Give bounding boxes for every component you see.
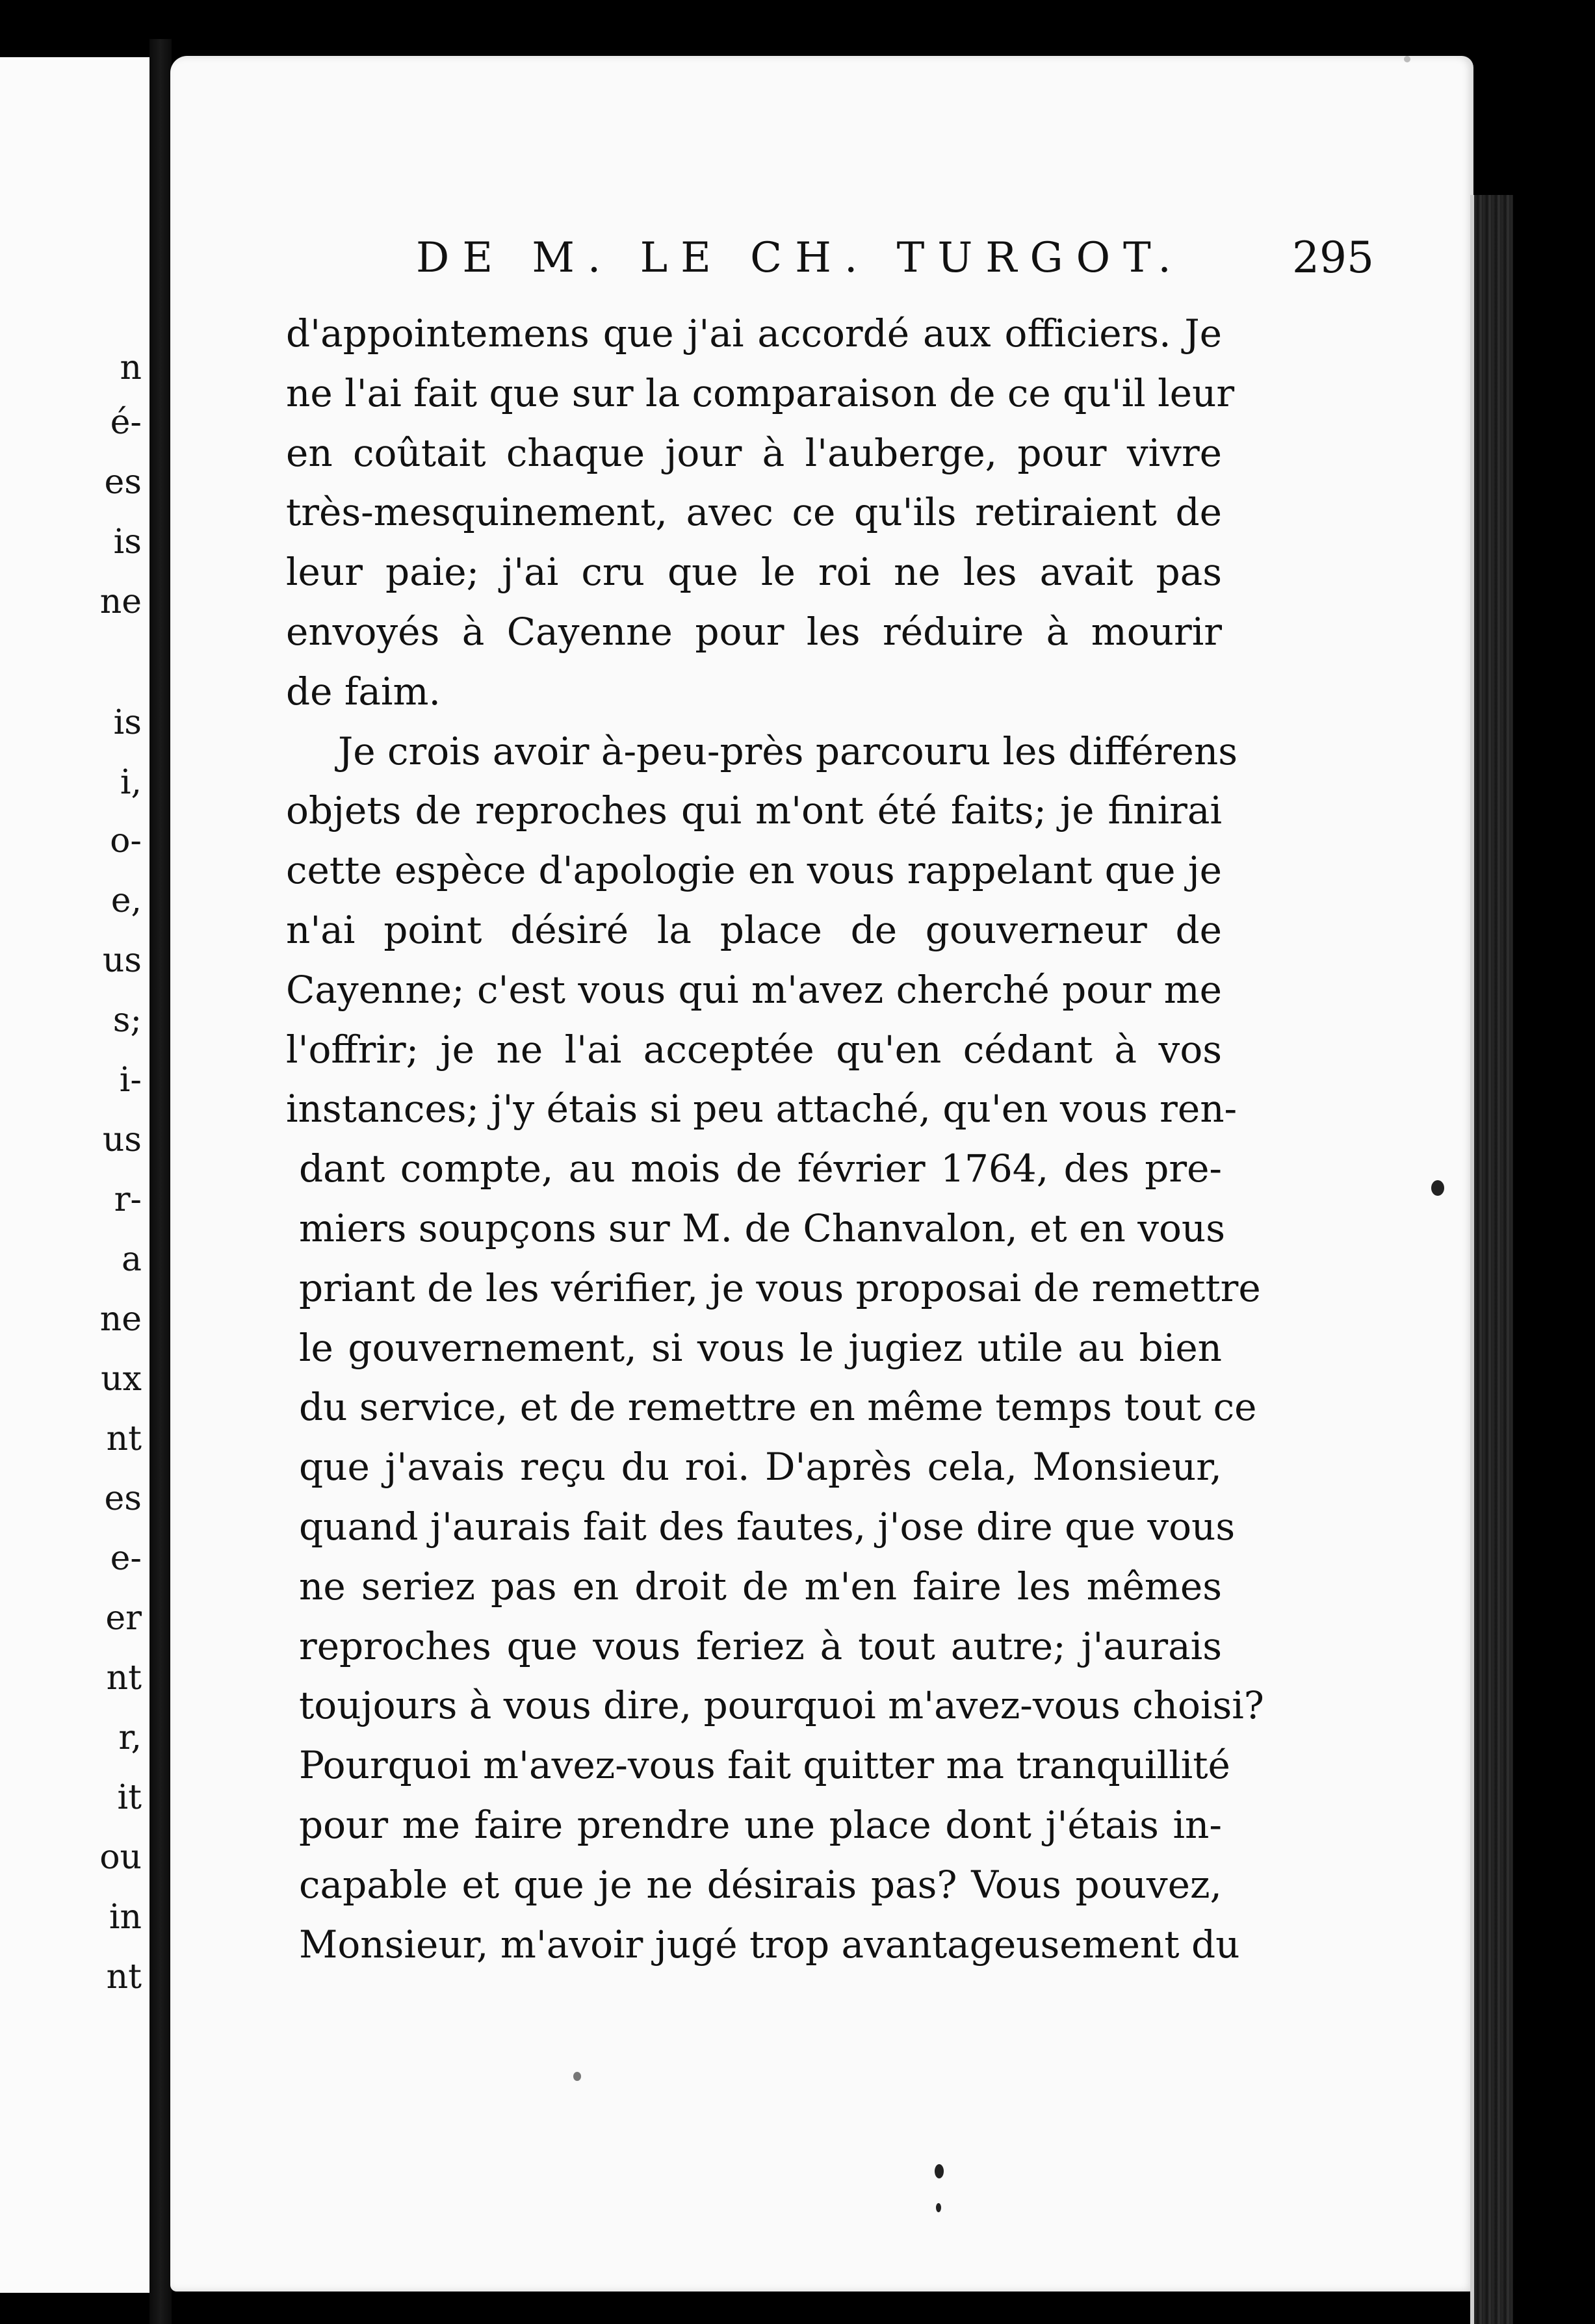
text-line: priant de les vérifier, je vous proposai de remettre	[299, 1265, 1261, 1310]
left-page-fragment: es	[104, 463, 142, 502]
text-line: reproches que vous feriez à tout autre; j'aurais	[299, 1623, 1222, 1668]
left-page-fragment: nt	[106, 1659, 142, 1698]
left-page-fragment: is	[113, 523, 142, 562]
scan-speck	[1431, 1180, 1444, 1196]
left-page-fragment: e,	[110, 881, 142, 920]
text-line: pour me faire prendre une place dont j'étais in-	[299, 1802, 1222, 1847]
stacked-page-edges	[1470, 195, 1513, 2324]
left-page-fragment: it	[117, 1778, 142, 1817]
left-page-fragment: i-	[119, 1061, 142, 1100]
text-line: miers soupçons sur M. de Chanvalon, et en vous	[299, 1206, 1226, 1250]
text-line: l'offrir; je ne l'ai acceptée qu'en cédant à vos	[286, 1027, 1222, 1072]
left-page-fragment: e-	[110, 1539, 142, 1578]
left-page-fragment: nt	[106, 1957, 142, 1996]
left-page-fragment: ux	[101, 1360, 142, 1399]
scan-speck	[936, 2203, 941, 2212]
page-number: 295	[1292, 233, 1374, 283]
left-page-fragment: ne	[99, 582, 142, 621]
left-page-fragment: is	[113, 703, 142, 742]
text-line: Cayenne; c'est vous qui m'avez cherché pour me	[286, 967, 1222, 1012]
left-page-fragment: a	[121, 1240, 142, 1279]
left-page-fragment: ne	[99, 1300, 142, 1339]
text-line: que j'avais reçu du roi. D'après cela, Monsieur,	[299, 1445, 1222, 1490]
running-head: DE M. LE CH. TURGOT.	[416, 234, 1184, 282]
left-page-fragment: us	[102, 1120, 142, 1159]
text-line: toujours à vous dire, pourquoi m'avez-vous choisi?	[299, 1683, 1264, 1728]
left-page-fragment: es	[104, 1479, 142, 1518]
text-line: le gouvernement, si vous le jugiez utile au bien	[299, 1325, 1222, 1370]
page-body-text	[286, 304, 1264, 1974]
left-page-fragment: n	[120, 348, 142, 387]
text-line: ne l'ai fait que sur la comparaison de ce qu'il leur	[286, 370, 1235, 415]
text-line: Pourquoi m'avez-vous fait quitter ma tranquillité	[299, 1743, 1230, 1788]
book-gutter	[149, 39, 172, 2324]
text-line: instances; j'y étais si peu attaché, qu'en vous ren-	[286, 1087, 1238, 1131]
text-line: capable et que je ne désirais pas? Vous pouvez,	[299, 1862, 1222, 1907]
left-page-fragment: é-	[110, 403, 142, 442]
left-page-fragment: r,	[118, 1718, 142, 1757]
scan-speck	[1404, 56, 1410, 62]
text-line: cette espèce d'apologie en vous rappelant que je	[286, 848, 1222, 893]
text-line: très-mesquinement, avec ce qu'ils retiraient de	[286, 490, 1222, 535]
text-line: quand j'aurais fait des fautes, j'ose dire que vous	[299, 1504, 1236, 1549]
text-line: envoyés à Cayenne pour les réduire à mourir	[286, 609, 1222, 654]
left-page-fragment: o-	[110, 821, 142, 860]
text-line: n'ai point désiré la place de gouverneur de	[286, 907, 1222, 952]
previous-page-edge	[0, 57, 149, 2293]
text-line: leur paie; j'ai cru que le roi ne les avait pas	[286, 550, 1222, 595]
text-line: objets de reproches qui m'ont été faits; je finirai	[286, 788, 1222, 833]
left-page-fragment: ou	[99, 1838, 142, 1877]
left-page-fragment: i,	[120, 763, 142, 802]
text-line: d'appointemens que j'ai accordé aux officiers. Je	[286, 311, 1222, 355]
text-line: ne seriez pas en droit de m'en faire les mêmes	[299, 1564, 1222, 1608]
scan-speck	[573, 2072, 581, 2081]
left-page-fragment: r-	[114, 1180, 142, 1219]
text-line: de faim.	[286, 669, 441, 714]
left-page-fragment: in	[109, 1898, 142, 1937]
left-page-fragment: s;	[112, 1001, 142, 1040]
text-line: dant compte, au mois de février 1764, des pre-	[299, 1146, 1222, 1191]
scan-speck	[935, 2164, 944, 2178]
paragraph-first-line: Je crois avoir à-peu-près parcouru les différens	[338, 729, 1238, 773]
text-line: en coûtait chaque jour à l'auberge, pour vivre	[286, 430, 1222, 475]
left-page-fragment: nt	[106, 1419, 142, 1458]
text-line: du service, et de remettre en même temps tout ce	[299, 1385, 1257, 1430]
left-page-fragment: er	[105, 1599, 142, 1638]
text-line: Monsieur, m'avoir jugé trop avantageusement du	[299, 1922, 1240, 1967]
left-page-fragment: us	[102, 941, 142, 980]
